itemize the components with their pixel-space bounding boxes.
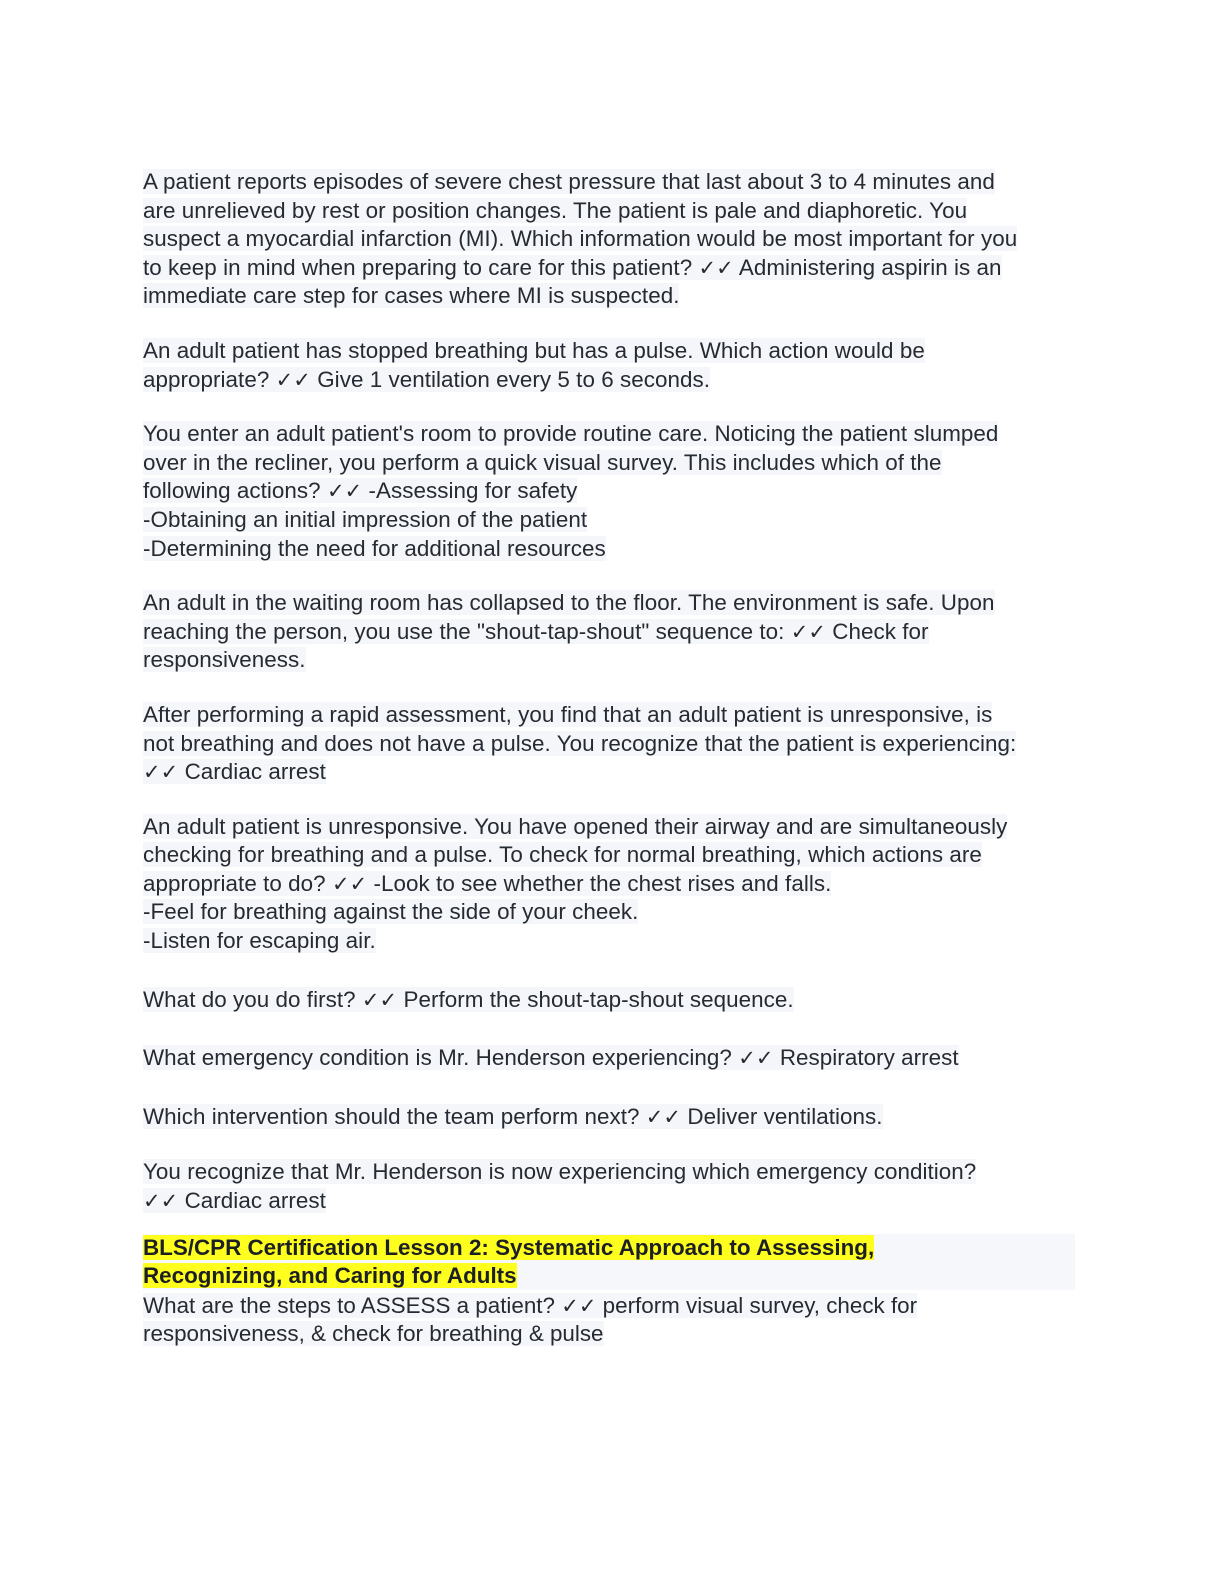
question-text: checking for breathing and a pulse. To check for normal breathing, which actions are <box>143 842 982 868</box>
answer-text: -Feel for breathing against the side of your cheek. <box>143 899 639 925</box>
qa-item-10 <box>143 1158 1075 1215</box>
question-text: appropriate to do? <box>143 870 326 896</box>
qa-item-8 <box>143 1044 1075 1073</box>
answer-text: responsiveness, & check for breathing & pulse <box>143 1321 604 1347</box>
checkmark-icon: ✓✓ <box>275 367 311 392</box>
answer-text: Respiratory arrest <box>779 1045 959 1071</box>
question-text: What are the steps to ASSESS a patient? <box>143 1292 555 1318</box>
checkmark-icon: ✓✓ <box>698 255 734 280</box>
answer-text: -Obtaining an initial impression of the patient <box>143 506 588 532</box>
checkmark-icon: ✓✓ <box>790 619 827 644</box>
lesson-title-line: BLS/CPR Certification Lesson 2: Systematic Approach to Assessing, <box>143 1234 875 1260</box>
answer-text: Check for <box>832 618 929 644</box>
qa-item-3 <box>143 420 1075 563</box>
answer-text: -Look to see whether the chest rises and falls. <box>373 870 832 896</box>
checkmark-icon: ✓✓ <box>561 1293 597 1318</box>
question-text: reaching the person, you use the "shout-tap-shout" sequence to: <box>143 618 785 644</box>
qa-item-4 <box>143 589 1075 675</box>
answer-text: -Listen for escaping air. <box>143 928 376 954</box>
question-text: An adult patient is unresponsive. You have opened their airway and are simultaneously <box>143 813 1008 839</box>
answer-text: -Assessing for safety <box>368 478 578 504</box>
question-text: appropriate? <box>143 366 270 392</box>
question-text: are unrelieved by rest or position changes. The patient is pale and diaphoretic. You <box>143 197 968 223</box>
checkmark-icon: ✓✓ <box>738 1046 774 1071</box>
document-page <box>143 168 1075 1349</box>
answer-text: Give 1 ventilation every 5 to 6 seconds. <box>317 366 711 392</box>
lesson-title-line: Recognizing, and Caring for Adults <box>143 1262 517 1288</box>
question-text: A patient reports episodes of severe chest pressure that last about 3 to 4 minutes and <box>143 169 995 194</box>
question-text: You recognize that Mr. Henderson is now experiencing which emergency condition? <box>143 1159 977 1185</box>
checkmark-icon: ✓✓ <box>143 760 179 785</box>
qa-item-6 <box>143 813 1075 956</box>
question-text: An adult patient has stopped breathing but has a pulse. Which action would be <box>143 337 925 363</box>
qa-item-lesson <box>143 1292 1075 1349</box>
question-text: After performing a rapid assessment, you find that an adult patient is unresponsive, is <box>143 701 993 727</box>
question-text: over in the recliner, you perform a quick visual survey. This includes which of the <box>143 449 942 475</box>
question-text: suspect a myocardial infarction (MI). Which information would be most important for you <box>143 226 1018 252</box>
qa-item-7 <box>143 986 1075 1015</box>
qa-item-1 <box>143 168 1075 311</box>
answer-text: Perform the shout-tap-shout sequence. <box>403 986 794 1012</box>
answer-text: Administering aspirin is an <box>738 254 1002 280</box>
answer-text: perform visual survey, check for <box>602 1292 918 1318</box>
checkmark-icon: ✓✓ <box>331 871 368 896</box>
answer-text: Cardiac arrest <box>184 759 326 785</box>
question-text: not breathing and does not have a pulse. You recognize that the patient is experiencing: <box>143 730 1017 756</box>
checkmark-icon: ✓✓ <box>361 987 398 1012</box>
question-text: to keep in mind when preparing to care for this patient? <box>143 254 693 280</box>
question-text: Which intervention should the team perform next? <box>143 1103 640 1129</box>
question-text: What emergency condition is Mr. Henderson experiencing? <box>143 1045 732 1071</box>
answer-text: Deliver ventilations. <box>687 1103 883 1129</box>
question-text: following actions? <box>143 478 321 504</box>
checkmark-icon: ✓✓ <box>326 479 363 504</box>
qa-item-5 <box>143 701 1075 787</box>
answer-text: immediate care step for cases where MI is suspected. <box>143 283 680 309</box>
lesson-heading-block <box>143 1234 1075 1290</box>
qa-item-9 <box>143 1103 1075 1132</box>
lesson-title <box>143 1234 1075 1290</box>
qa-item-2 <box>143 337 1075 394</box>
checkmark-icon: ✓✓ <box>645 1104 682 1129</box>
question-text: What do you do first? <box>143 986 356 1012</box>
answer-text: responsiveness. <box>143 647 306 673</box>
question-text: An adult in the waiting room has collapsed to the floor. The environment is safe. Upon <box>143 590 995 616</box>
answer-text: -Determining the need for additional resources <box>143 535 606 561</box>
question-text: You enter an adult patient's room to provide routine care. Noticing the patient slumped <box>143 421 999 447</box>
answer-text: Cardiac arrest <box>184 1188 326 1214</box>
checkmark-icon: ✓✓ <box>143 1189 179 1214</box>
